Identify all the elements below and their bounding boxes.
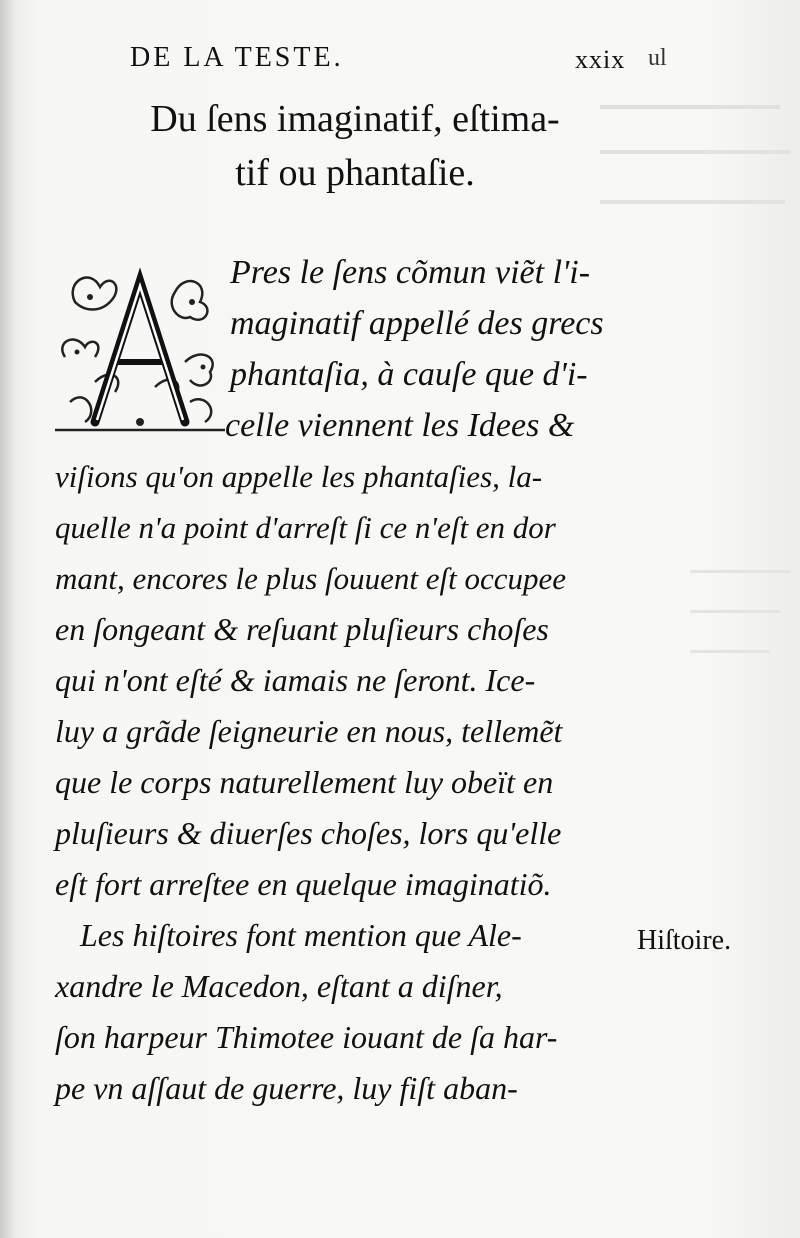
text-line: phantaſia, à cauſe que d'i- bbox=[230, 356, 588, 393]
text-line: pluſieurs & diuerſes choſes, lors qu'elle bbox=[55, 815, 562, 851]
text-line: que le corps naturellement luy obeït en bbox=[55, 764, 554, 800]
text-line: luy a grãde ſeigneurie en nous, tellemẽt bbox=[55, 713, 563, 749]
chapter-title-line: tif ou phantaſie. bbox=[235, 152, 475, 194]
folio-annotation: ul bbox=[648, 45, 667, 71]
text-line: maginatif appellé des grecs bbox=[230, 305, 604, 342]
text-line: mant, encores le plus ſouuent eſt occupee bbox=[55, 561, 567, 596]
running-head: DE LA TESTE. bbox=[130, 42, 344, 73]
text-line: en ſongeant & reſuant pluſieurs choſes bbox=[55, 611, 549, 647]
chapter-title bbox=[95, 92, 615, 200]
text-line: Pres le ſens cõmun viẽt l'i- bbox=[230, 254, 591, 291]
text-line: xandre le Macedon, eſtant a diſner, bbox=[55, 968, 503, 1004]
text-line: pe vn aſſaut de guerre, luy fiſt aban- bbox=[55, 1070, 518, 1106]
text-line: quelle n'a point d'arreſt ſi ce n'eſt en dor bbox=[55, 510, 556, 545]
text-line: ſon harpeur Thimotee iouant de ſa har- bbox=[55, 1019, 558, 1055]
text-line: qui n'ont eſté & iamais ne ſeront. Ice- bbox=[55, 662, 536, 698]
chapter-title-line: Du ſens imaginatif, eſtima- bbox=[150, 98, 560, 140]
text-line: celle viennent les Idees & bbox=[225, 407, 575, 444]
text-line: eſt fort arreſtee en quelque imaginatiõ. bbox=[55, 866, 552, 902]
marginal-note: Hiſtoire. bbox=[637, 925, 732, 956]
folio-number: xxix bbox=[575, 45, 626, 74]
text-line: viſions qu'on appelle les phantaſies, la- bbox=[55, 459, 543, 494]
book-gutter-shadow bbox=[0, 0, 16, 1238]
text-line: Les hiſtoires font mention que Ale- bbox=[80, 917, 522, 953]
decorated-initial bbox=[55, 262, 225, 437]
floral-ornament-icon bbox=[55, 262, 225, 437]
